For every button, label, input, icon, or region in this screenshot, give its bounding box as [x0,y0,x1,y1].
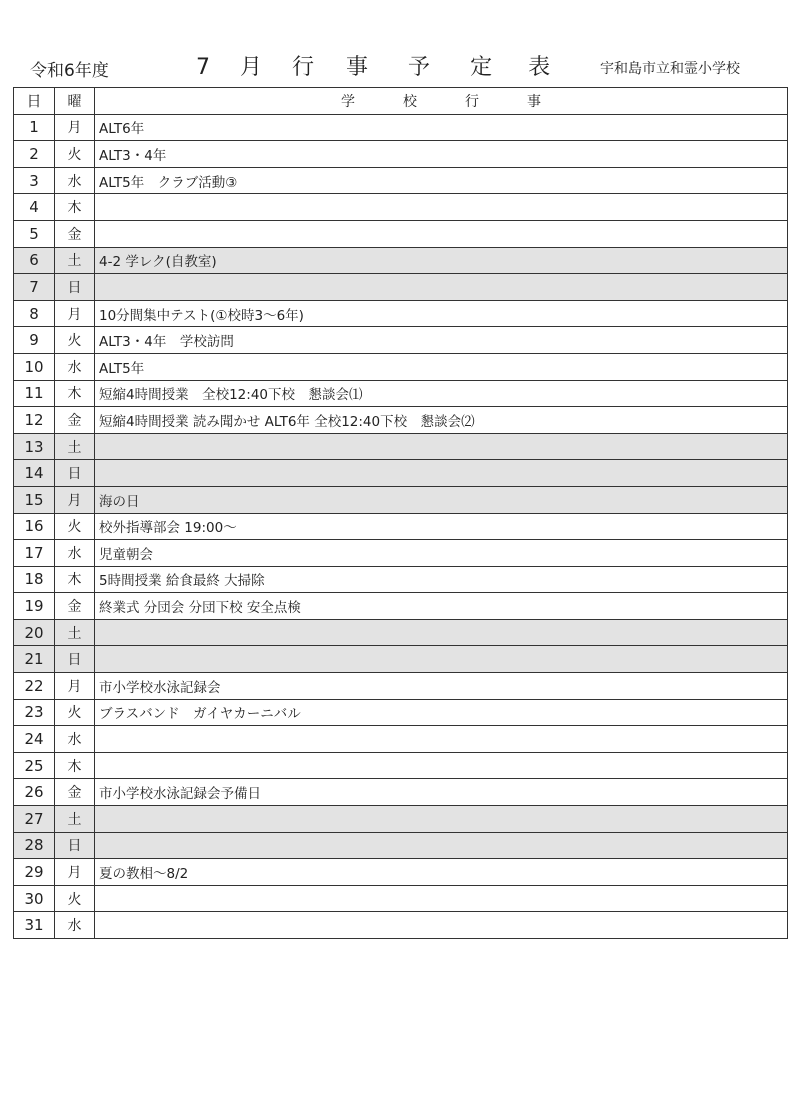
day-cell: 19 [14,593,55,620]
day-cell: 11 [14,380,55,407]
table-row [14,167,788,194]
events-cell [95,726,788,753]
weekday-cell: 水 [55,726,95,753]
table-row [14,300,788,327]
table-row [14,460,788,487]
weekday-cell: 火 [55,141,95,168]
weekday-cell: 月 [55,673,95,700]
day-cell: 5 [14,220,55,247]
events-cell: 10分間集中テスト(①校時3～6年) [95,300,788,327]
weekday-cell: 金 [55,779,95,806]
table-header-row [14,88,788,115]
table-row [14,859,788,886]
table-row [14,832,788,859]
table-row [14,380,788,407]
header-events-char: 行 [465,93,479,110]
day-cell: 24 [14,726,55,753]
events-cell [95,220,788,247]
events-cell: 児童朝会 [95,540,788,567]
table-row [14,194,788,221]
table-row [14,141,788,168]
weekday-cell: 水 [55,353,95,380]
events-cell: 短縮4時間授業 全校12:40下校 懇談会⑴ [95,380,788,407]
day-cell: 6 [14,247,55,274]
table-row [14,912,788,939]
day-cell: 12 [14,407,55,434]
day-cell: 2 [14,141,55,168]
events-cell [95,806,788,833]
events-cell: 4-2 学レク(自教室) [95,247,788,274]
events-cell: 5時間授業 給食最終 大掃除 [95,566,788,593]
weekday-cell: 日 [55,646,95,673]
header-events-char: 学 [341,93,355,110]
day-cell: 8 [14,300,55,327]
events-cell: ALT3・4年 [95,141,788,168]
day-cell: 17 [14,540,55,567]
header-weekday: 曜 [55,88,95,115]
table-row [14,806,788,833]
header-events-char: 校 [403,93,417,110]
events-cell [95,752,788,779]
day-cell: 30 [14,885,55,912]
header-events-char: 事 [527,93,541,110]
day-cell: 15 [14,486,55,513]
events-cell: ALT3・4年 学校訪問 [95,327,788,354]
day-cell: 20 [14,619,55,646]
weekday-cell: 木 [55,194,95,221]
weekday-cell: 日 [55,832,95,859]
events-cell: 市小学校水泳記録会予備日 [95,779,788,806]
table-row [14,327,788,354]
weekday-cell: 水 [55,540,95,567]
weekday-cell: 土 [55,619,95,646]
day-cell: 10 [14,353,55,380]
table-row [14,673,788,700]
weekday-cell: 土 [55,247,95,274]
events-cell [95,433,788,460]
table-row [14,114,788,141]
day-cell: 26 [14,779,55,806]
events-cell [95,274,788,301]
day-cell: 3 [14,167,55,194]
table-row [14,646,788,673]
day-cell: 31 [14,912,55,939]
events-cell: ALT5年 [95,353,788,380]
day-cell: 25 [14,752,55,779]
table-row [14,885,788,912]
table-row [14,513,788,540]
schedule-table [13,87,788,939]
events-cell: ALT6年 [95,114,788,141]
weekday-cell: 月 [55,486,95,513]
weekday-cell: 土 [55,806,95,833]
weekday-cell: 木 [55,566,95,593]
events-cell [95,885,788,912]
table-row [14,407,788,434]
table-row [14,593,788,620]
table-row [14,433,788,460]
day-cell: 23 [14,699,55,726]
table-row [14,220,788,247]
header-events [95,88,788,115]
table-row [14,247,788,274]
events-cell [95,460,788,487]
day-cell: 7 [14,274,55,301]
weekday-cell: 木 [55,380,95,407]
weekday-cell: 金 [55,407,95,434]
weekday-cell: 日 [55,274,95,301]
events-cell [95,912,788,939]
events-cell [95,832,788,859]
weekday-cell: 水 [55,167,95,194]
title-char: 月 [240,55,263,80]
title-char: 予 [408,55,431,80]
events-cell: 終業式 分団会 分団下校 安全点検 [95,593,788,620]
page-title [196,50,550,81]
day-cell: 14 [14,460,55,487]
table-row [14,699,788,726]
header-day: 日 [14,88,55,115]
events-cell: ブラスバンド ガイヤカーニバル [95,699,788,726]
events-cell: 校外指導部会 19:00～ [95,513,788,540]
weekday-cell: 金 [55,593,95,620]
title-char: 事 [346,55,369,80]
schedule-rows [14,114,788,938]
events-cell [95,619,788,646]
events-cell: 市小学校水泳記録会 [95,673,788,700]
title-char: 7 [196,55,210,80]
events-cell [95,646,788,673]
table-row [14,274,788,301]
day-cell: 13 [14,433,55,460]
day-cell: 27 [14,806,55,833]
title-char: 行 [292,55,315,80]
day-cell: 4 [14,194,55,221]
title-char: 表 [528,55,551,80]
day-cell: 16 [14,513,55,540]
weekday-cell: 木 [55,752,95,779]
events-cell: ALT5年 クラブ活動③ [95,167,788,194]
weekday-cell: 日 [55,460,95,487]
day-cell: 1 [14,114,55,141]
weekday-cell: 月 [55,300,95,327]
weekday-cell: 火 [55,327,95,354]
day-cell: 22 [14,673,55,700]
weekday-cell: 火 [55,513,95,540]
day-cell: 9 [14,327,55,354]
fiscal-year-label: 令和6年度 [30,61,109,81]
day-cell: 28 [14,832,55,859]
table-row [14,752,788,779]
weekday-cell: 月 [55,114,95,141]
weekday-cell: 火 [55,699,95,726]
table-row [14,540,788,567]
weekday-cell: 火 [55,885,95,912]
weekday-cell: 月 [55,859,95,886]
day-cell: 29 [14,859,55,886]
table-row [14,726,788,753]
title-char: 定 [470,55,493,80]
weekday-cell: 金 [55,220,95,247]
table-row [14,486,788,513]
table-row [14,779,788,806]
weekday-cell: 土 [55,433,95,460]
table-row [14,619,788,646]
school-name: 宇和島市立和霊小学校 [600,61,740,77]
events-cell: 短縮4時間授業 読み聞かせ ALT6年 全校12:40下校 懇談会⑵ [95,407,788,434]
weekday-cell: 水 [55,912,95,939]
table-row [14,353,788,380]
day-cell: 21 [14,646,55,673]
events-cell: 海の日 [95,486,788,513]
day-cell: 18 [14,566,55,593]
events-cell [95,194,788,221]
table-row [14,566,788,593]
events-cell: 夏の教相～8/2 [95,859,788,886]
document-header [0,50,800,84]
